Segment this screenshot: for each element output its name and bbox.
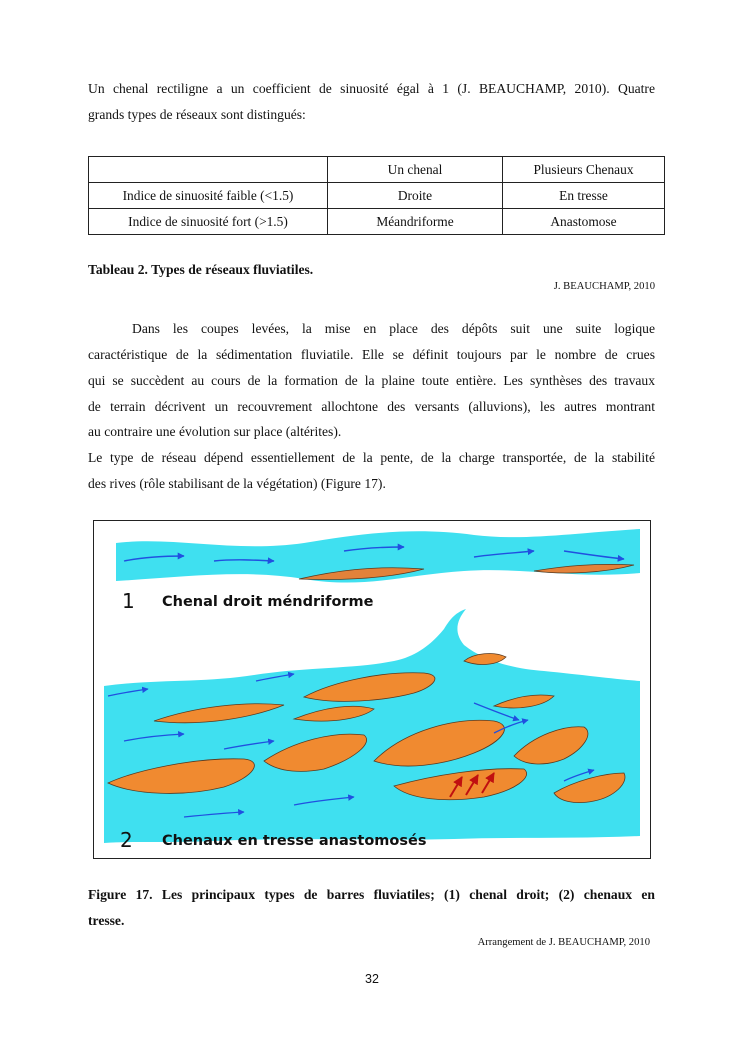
panel-2-number: 2 [120, 828, 133, 852]
intro-line-1: Un chenal rectiligne a un coefficient de sinuosité égal à 1 (J. BEAUCHAMP, 2010). Quatre [88, 81, 655, 96]
figure-caption-line-2: tresse. [88, 913, 125, 928]
table-header-cell: Plusieurs Chenaux [503, 157, 665, 183]
body-line-3: qui se succèdent au cours de la formation de la plaine toute entière. Les synthèses des travaux [88, 373, 655, 388]
figure-caption-line-1: Figure 17. Les principaux types de barres fluviatiles; (1) chenal droit; (2) chenaux en [88, 887, 655, 902]
intro-line-2: grands types de réseaux sont distingués: [88, 107, 306, 122]
figure-source: Arrangement de J. BEAUCHAMP, 2010 [477, 937, 650, 948]
body-line-4: de terrain décrivent un recouvrement allochtone des versants (alluvions), les autres montrant [88, 399, 655, 414]
page-number: 32 [365, 972, 379, 986]
body-line-7: des rives (rôle stabilisant de la végétation) (Figure 17). [88, 476, 386, 491]
table-header-cell: Un chenal [328, 157, 503, 183]
table-header-row [89, 157, 665, 183]
panel-2-label: Chenaux en tresse anastomosés [162, 833, 427, 849]
body-line-5: au contraire une évolution sur place (altérites). [88, 424, 342, 439]
table-cell: Indice de sinuosité fort (>1.5) [89, 209, 328, 235]
body-line-6: Le type de réseau dépend essentiellement de la pente, de la charge transportée, de la stabilité [88, 450, 655, 465]
table-cell: Indice de sinuosité faible (<1.5) [89, 183, 328, 209]
table-header-cell [89, 157, 328, 183]
fluvial-diagram [94, 521, 650, 858]
body-line-1: Dans les coupes levées, la mise en place des dépôts suit une suite logique [132, 321, 655, 336]
fluvial-bars-figure [93, 520, 651, 859]
table-caption: Tableau 2. Types de réseaux fluviatiles. [88, 262, 314, 277]
body-line-2: caractéristique de la sédimentation fluviatile. Elle se définit toujours par le nombre de crues [88, 347, 655, 362]
panel-1-label: Chenal droit méndriforme [162, 594, 374, 610]
table-cell: Anastomose [503, 209, 665, 235]
table-cell: Méandriforme [328, 209, 503, 235]
panel-1-number: 1 [122, 589, 135, 613]
table-cell: En tresse [503, 183, 665, 209]
table-row [89, 209, 665, 235]
braided-channel-water [104, 609, 640, 843]
network-types-table [88, 156, 665, 235]
table-cell: Droite [328, 183, 503, 209]
table-row [89, 183, 665, 209]
table-source: J. BEAUCHAMP, 2010 [553, 281, 655, 292]
